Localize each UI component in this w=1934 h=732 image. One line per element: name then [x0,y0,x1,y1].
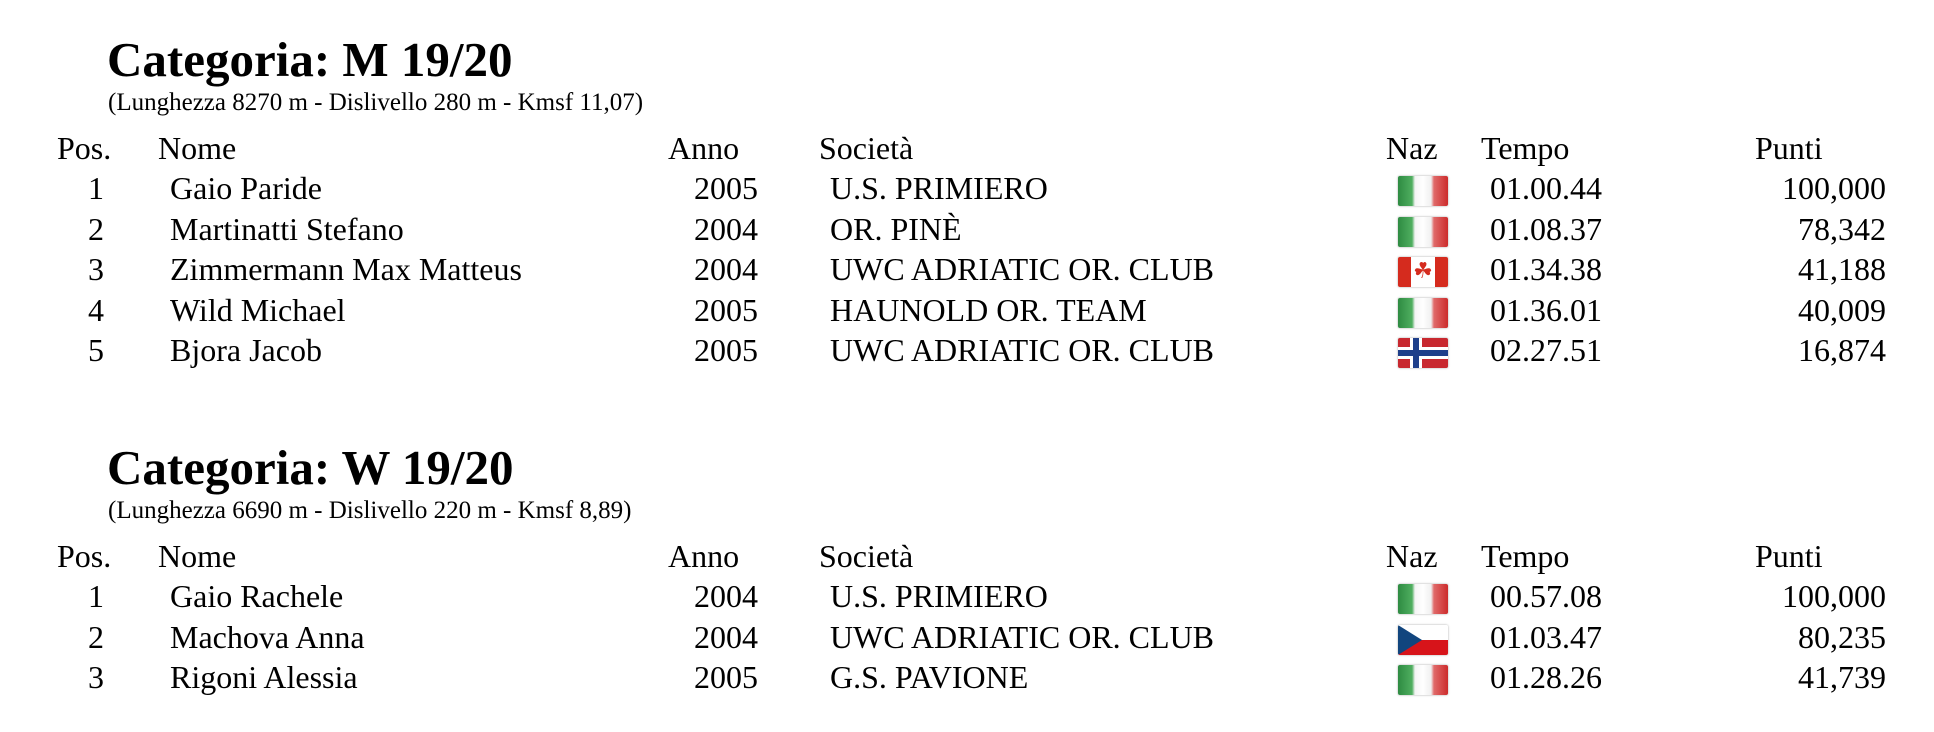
header-anno: Anno [668,130,740,166]
row-punti: 80,235 [1798,618,1886,655]
category-subtitle: (Lunghezza 8270 m - Dislivello 280 m - Kmsf 11,07) [108,89,644,116]
row-pos: 5 [88,332,104,369]
row-anno: 2005 [694,659,758,696]
table-row [0,576,1934,617]
row-punti: 100,000 [1782,578,1886,614]
italy-flag-icon [1398,217,1448,247]
results-rows [0,576,1934,698]
row-anno: 2005 [694,291,758,328]
header-punti: Punti [1755,538,1823,574]
row-tempo: 01.08.37 [1490,210,1602,247]
row-nome: Bjora Jacob [170,332,322,369]
header-tempo: Tempo [1481,538,1570,574]
row-tempo: 01.28.26 [1490,659,1602,696]
canada-flag-icon [1398,257,1448,287]
category-subtitle: (Lunghezza 6690 m - Dislivello 220 m - Kmsf 8,89) [108,497,632,524]
header-societa: Società [819,538,914,574]
row-anno: 2004 [694,251,758,288]
row-tempo: 01.03.47 [1490,618,1602,655]
row-nome: Martinatti Stefano [170,210,404,247]
row-societa: OR. PINÈ [830,210,962,247]
row-punti: 40,009 [1798,291,1886,328]
row-pos: 4 [88,291,104,328]
header-anno: Anno [668,538,740,574]
italy-flag-icon [1398,176,1448,206]
results-header [0,536,1934,576]
header-societa: Società [819,130,914,166]
row-pos: 3 [88,251,104,288]
row-societa: UWC ADRIATIC OR. CLUB [830,618,1215,655]
table-row [0,617,1934,658]
row-societa: UWC ADRIATIC OR. CLUB [830,332,1215,369]
row-tempo: 01.34.38 [1490,251,1602,288]
row-tempo: 00.57.08 [1490,578,1602,614]
row-societa: G.S. PAVIONE [830,659,1029,696]
header-naz: Naz [1386,538,1438,574]
results-rows [0,168,1934,371]
row-nome: Wild Michael [170,291,346,328]
table-row [0,330,1934,371]
row-pos: 2 [88,618,104,655]
category-title: Categoria: W 19/20 [107,440,514,495]
table-row [0,249,1934,290]
header-punti: Punti [1755,130,1823,166]
header-nome: Nome [158,130,237,166]
category-title: Categoria: M 19/20 [107,32,513,87]
row-nome: Machova Anna [170,618,365,655]
row-punti: 16,874 [1798,332,1886,369]
header-nome: Nome [158,538,237,574]
row-anno: 2005 [694,332,758,369]
table-row [0,290,1934,331]
row-punti: 41,739 [1798,659,1886,696]
row-punti: 78,342 [1798,210,1886,247]
row-anno: 2004 [694,618,758,655]
italy-flag-icon [1398,584,1448,614]
header-pos: Pos. [57,538,112,574]
header-naz: Naz [1386,130,1438,166]
results-header [0,128,1934,168]
row-societa: U.S. PRIMIERO [830,578,1048,614]
row-nome: Rigoni Alessia [170,659,358,696]
row-punti: 41,188 [1798,251,1886,288]
header-tempo: Tempo [1481,130,1570,166]
row-tempo: 01.36.01 [1490,291,1602,328]
row-anno: 2004 [694,210,758,247]
italy-flag-icon [1398,298,1448,328]
row-tempo: 01.00.44 [1490,170,1602,206]
row-anno: 2005 [694,170,758,206]
row-pos: 3 [88,659,104,696]
table-row [0,168,1934,209]
row-pos: 1 [88,170,104,206]
table-row [0,209,1934,250]
row-nome: Gaio Rachele [170,578,344,614]
row-nome: Gaio Paride [170,170,322,206]
row-pos: 1 [88,578,104,614]
row-punti: 100,000 [1782,170,1886,206]
header-pos: Pos. [57,130,112,166]
row-pos: 2 [88,210,104,247]
row-nome: Zimmermann Max Matteus [170,251,522,288]
row-societa: UWC ADRIATIC OR. CLUB [830,251,1215,288]
row-tempo: 02.27.51 [1490,332,1602,369]
norway-flag-icon [1398,338,1448,368]
row-anno: 2004 [694,578,758,614]
italy-flag-icon [1398,665,1448,695]
table-row [0,657,1934,698]
row-societa: HAUNOLD OR. TEAM [830,291,1147,328]
czech-flag-icon [1398,625,1448,655]
row-societa: U.S. PRIMIERO [830,170,1048,206]
